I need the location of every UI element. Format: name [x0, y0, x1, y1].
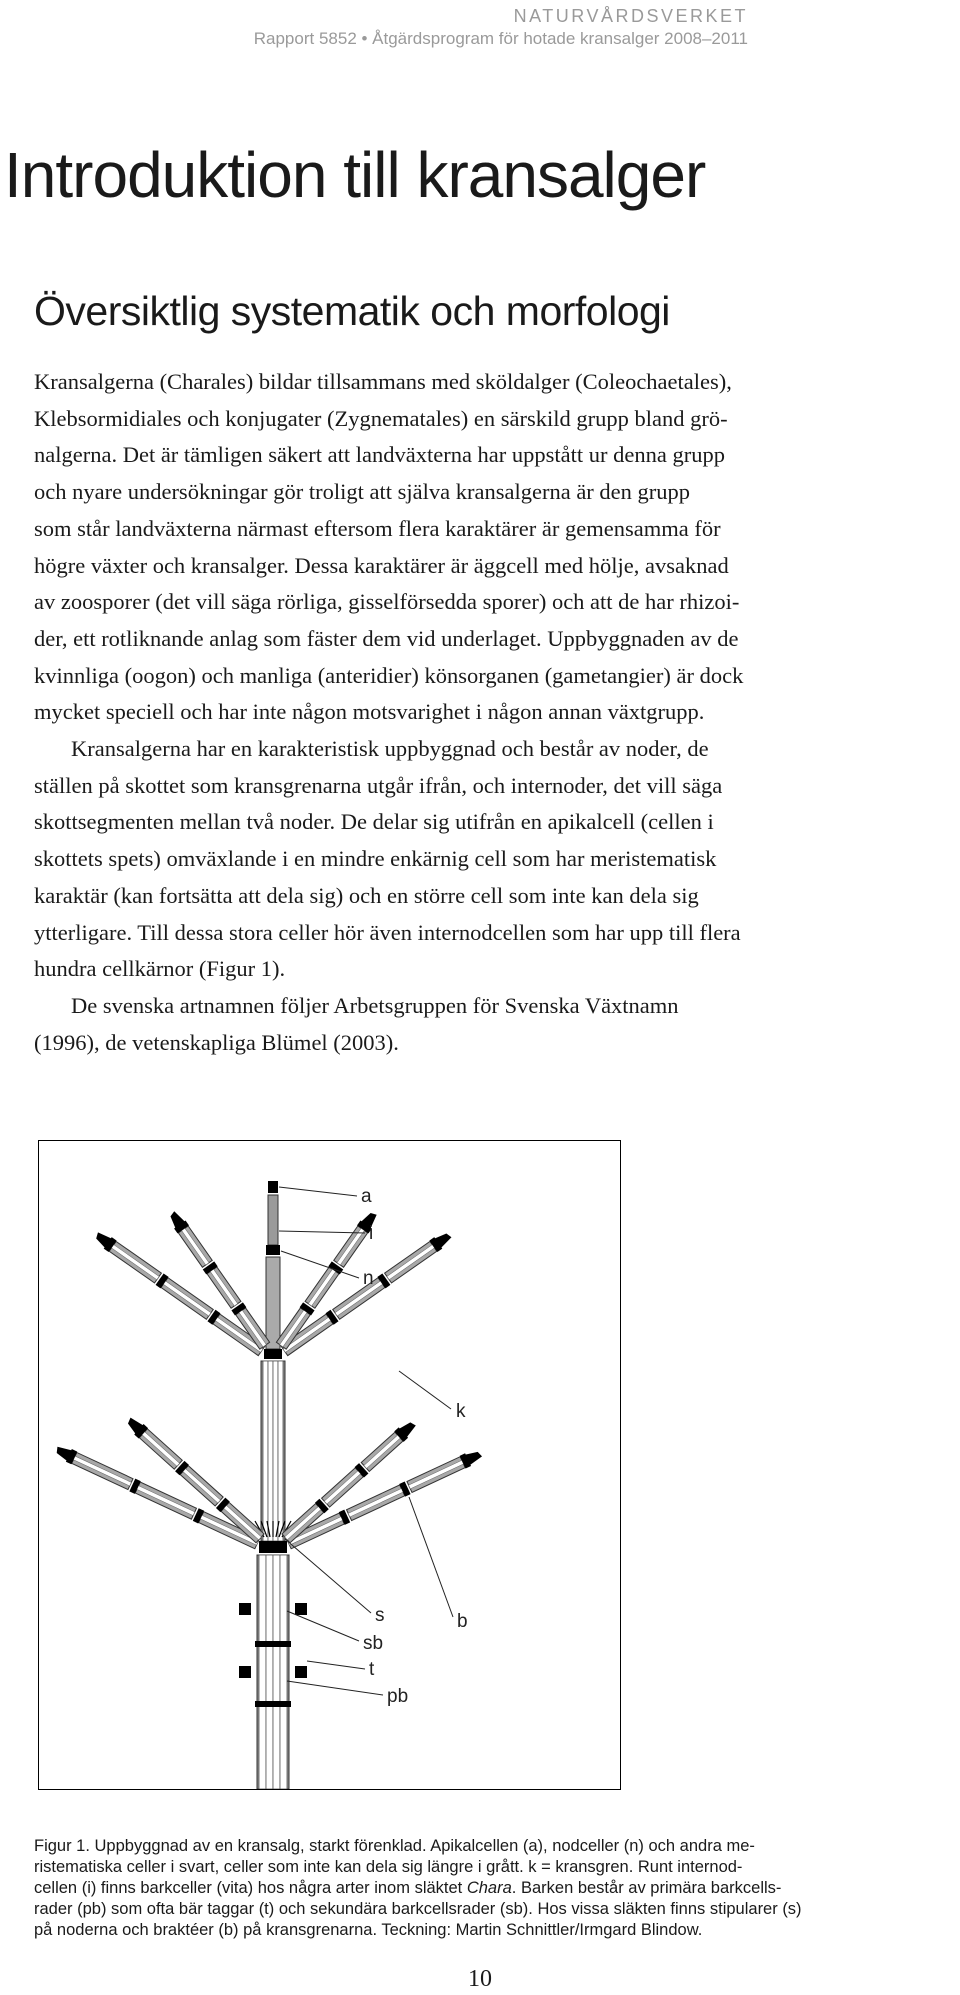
spine [239, 1666, 251, 1678]
cortex-node [255, 1641, 291, 1647]
caption-line: Figur 1. Uppbyggnad av en kransalg, starkt förenklad. Apikalcellen (a), nodceller (n) och andra me- [34, 1837, 755, 1855]
branchlet [166, 1209, 270, 1350]
caption-line: på noderna och braktéer (b) på kransgrenarna. Teckning: Martin Schnittler/Irmgard Blindow. [34, 1921, 703, 1939]
body-line: Klebsormidiales och konjugater (Zygnematales) en särskild grupp bland grö- [34, 405, 728, 431]
branchlet [124, 1415, 265, 1544]
branchlet-cortex [163, 1281, 211, 1316]
body-line: nalgerna. Det är tämligen säkert att landväxterna har uppstått ur denna grupp [34, 442, 725, 468]
body-line: och nyare undersökningar gör troligt att själva kransalgerna är den grupp [34, 479, 691, 505]
header-report-title: Rapport 5852 • Åtgärdsprogram för hotade kransalger 2008–2011 [253, 29, 748, 48]
kransalg-diagram [39, 1141, 620, 1789]
body-line: karaktär (kan fortsätta att dela sig) och en större cell som inte kan dela sig [34, 882, 699, 908]
body-line: De svenska artnamnen följer Arbetsgruppen för Svenska Växtnamn [71, 992, 679, 1018]
branchlet-cortex [182, 1228, 209, 1265]
leader-line [287, 1611, 359, 1641]
body-line: der, ett rotliknande anlag som fäster dem vid underlaget. Uppbyggnaden av de [34, 625, 739, 651]
genus-name: Chara [466, 1879, 512, 1897]
leader-line [399, 1371, 451, 1409]
branchlet-cortex [387, 1245, 435, 1280]
internode-cell [268, 1195, 278, 1245]
cortex-cell [278, 1361, 283, 1541]
body-line: mycket speciell och har inte någon motsvarighet i någon annan växtgrupp. [34, 699, 705, 725]
spine [239, 1603, 251, 1615]
header-organization: NATURVÅRDSVERKET [513, 6, 748, 26]
label-s: s [375, 1605, 385, 1626]
caption-line: ristematiska celler i svart, celler som inte kan dela sig längre i grått. k = kransgren. Runt internod- [34, 1858, 743, 1876]
spine [295, 1666, 307, 1678]
branchlet-cortex [137, 1486, 195, 1516]
body-line: ytterligare. Till dessa stora celler hör även internodcellen som har upp till flera [34, 919, 741, 945]
branchlet-cortex [142, 1432, 180, 1466]
branchlet-cortex [348, 1489, 403, 1517]
leader-line [409, 1497, 453, 1617]
figure-caption [34, 1836, 960, 1941]
branchlet-cortex [308, 1269, 335, 1306]
body-line: ställen på skottet som kransgrenarna utgår ifrån, och internoder, det vill säga [34, 772, 723, 798]
node-cell [259, 1541, 287, 1553]
cortex-cell [263, 1361, 268, 1541]
body-line: högre växter och kransalger. Dessa karaktärer är äggcell med hölje, avsaknad [34, 552, 729, 578]
branchlet-cortex [73, 1456, 131, 1486]
branchlet-cortex [183, 1469, 221, 1503]
branchlet-cortex [324, 1471, 360, 1504]
caption-line: cellen (i) finns barkceller (vita) hos några arter inom släktet Chara. Barken består av primära barkcells- [34, 1879, 782, 1897]
node-cell [266, 1245, 280, 1255]
body-line: skottsegmenten mellan två noder. De delar sig utifrån en apikalcell (cellen i [34, 809, 714, 835]
label-a: a [361, 1186, 372, 1207]
caption-line: rader (pb) som ofta bär taggar (t) och sekundära barkcellsrader (sb). Hos vissa släkten finns stipularer (s) [34, 1900, 802, 1918]
label-n: n [363, 1268, 374, 1289]
body-line: av zoosporer (det vill säga rörliga, gisselförsedda sporer) och att de har rhizoi- [34, 589, 740, 615]
branchlet-cortex [335, 1281, 383, 1316]
cortex-cell [280, 1555, 287, 1789]
section-title: Översiktlig systematik och morfologi [34, 288, 670, 334]
branchlet-cortex [409, 1460, 464, 1488]
figure-1 [38, 1140, 621, 1790]
cortex-cell [273, 1555, 280, 1789]
node-cell [264, 1349, 282, 1359]
chapter-title: Introduktion till kransalger [4, 139, 706, 211]
branchlet [280, 1229, 453, 1356]
label-k: k [456, 1401, 466, 1422]
cortex-cell [273, 1361, 278, 1541]
body-text [34, 364, 960, 1061]
branchlet [92, 1229, 265, 1356]
label-sb: sb [363, 1633, 384, 1654]
label-t: t [369, 1659, 375, 1680]
body-line: Kransalgerna (Charales) bildar tillsammans med sköldalger (Coleochaetales), [34, 369, 732, 394]
body-line: som står landväxterna närmast eftersom flera karaktärer är gemensamma för [34, 515, 721, 541]
body-line: (1996), de vetenskapliga Blümel (2003). [34, 1029, 399, 1055]
body-line: skottets spets) omväxlande i en mindre enkärnig cell som har meristematisk [34, 846, 717, 872]
label-b: b [457, 1611, 468, 1632]
spine [295, 1603, 307, 1615]
body-line: hundra cellkärnor (Figur 1). [34, 956, 286, 982]
running-header [254, 6, 748, 50]
branchlet [281, 1418, 418, 1543]
branchlet-cortex [337, 1228, 364, 1265]
leader-line [307, 1661, 365, 1669]
branchlet-cortex [210, 1269, 237, 1306]
leader-line [287, 1681, 383, 1695]
branchlet [286, 1447, 484, 1549]
page-number: 10 [468, 1966, 492, 1992]
cortex-node [255, 1701, 291, 1707]
label-pb: pb [387, 1686, 409, 1707]
cortex-cell [268, 1361, 273, 1541]
branchlet-cortex [111, 1245, 159, 1280]
leader-line [279, 1231, 365, 1233]
cortex-cell [259, 1555, 266, 1789]
leader-line [285, 1539, 371, 1613]
body-line: Kransalgerna har en karakteristisk uppbyggnad och består av noder, de [71, 736, 709, 762]
cortex-cell [266, 1555, 273, 1789]
apical-cell [268, 1181, 278, 1193]
branchlet [53, 1443, 260, 1550]
label-i: i [369, 1223, 374, 1244]
internode-cell [266, 1257, 280, 1349]
leader-line [279, 1187, 357, 1196]
branchlet-cortex [364, 1435, 400, 1468]
body-line: kvinnliga (oogon) och manliga (anteridier) könsorganen (gametangier) är dock [34, 662, 744, 688]
